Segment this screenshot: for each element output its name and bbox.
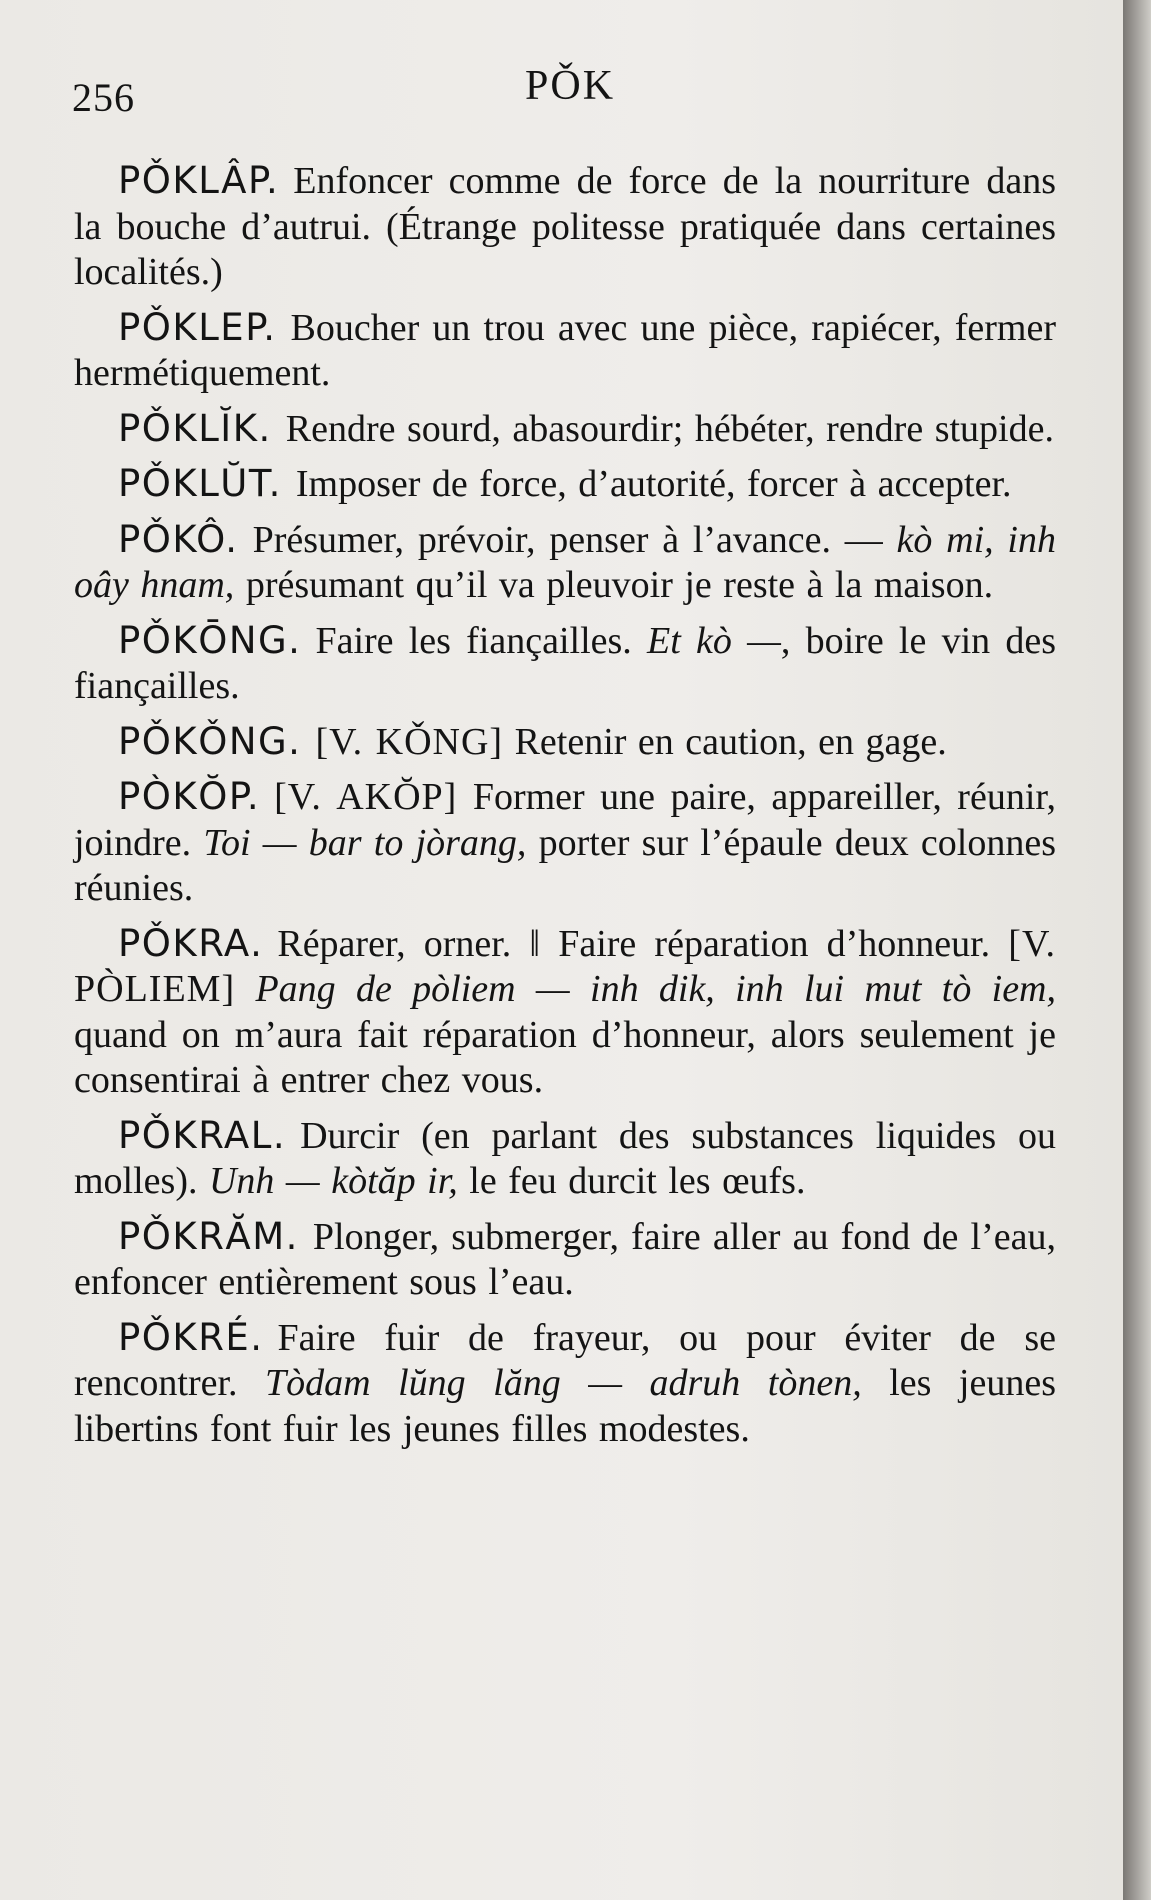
definition-text: Durcir (en parlant des substances liquides ou molles). — [74, 1114, 1056, 1202]
entry-headword: PǑKRĂM. — [118, 1214, 299, 1258]
definition-text: Rendre sourd, abasourdir; hébéter, rendre stupide. — [285, 407, 1054, 450]
entry-headword: PǑKÔ. — [118, 517, 239, 561]
entry-headword: PǑKǑNG. — [118, 719, 302, 763]
definition-text: le feu durcit les œufs. — [457, 1160, 806, 1202]
example-phrase: Toi — bar to jòrang, — [203, 821, 527, 864]
definition-text: Faire les fiançailles. — [315, 619, 648, 662]
dictionary-entry — [74, 461, 1056, 508]
running-head: PǑK — [525, 63, 616, 109]
page-number: 256 — [72, 75, 135, 120]
cross-reference: [V. KǑNG] — [315, 720, 504, 763]
definition-text: Former une paire, appareiller, réunir, joindre. — [74, 776, 1057, 864]
dictionary-entries — [74, 158, 1056, 1461]
entry-headword: PÒKŎP. — [118, 775, 261, 818]
dictionary-entry — [74, 517, 1056, 609]
entry-headword: PǑKLÂP. — [118, 159, 280, 202]
example-phrase: Et kò — — [647, 619, 781, 662]
example-phrase: Tòdam lŭng lăng — adruh tònen, — [265, 1362, 862, 1404]
example-phrase: kò mi, inh oây hnam, — [74, 518, 1056, 606]
definition-text: Présumer, prévoir, penser à l’avance. — — [252, 518, 897, 561]
definition-text: présumant qu’il va pleuvoir je reste à la maison. — [234, 564, 994, 606]
definition-text: les jeunes libertins font fuir les jeunes filles modestes. — [74, 1362, 1056, 1450]
entry-headword: PǑKLĬK. — [118, 406, 272, 450]
dictionary-entry — [74, 1315, 1056, 1453]
definition-text: porter sur l’épaule deux colonnes réunies. — [74, 821, 1056, 909]
dictionary-entry — [74, 719, 1056, 766]
entry-headword: PǑKRÉ. — [118, 1315, 264, 1359]
definition-text: Boucher un trou avec une pièce, rapiécer, fermer hermétiquement. — [74, 306, 1056, 394]
dictionary-entry — [74, 305, 1056, 397]
book-gutter — [1123, 0, 1151, 1900]
definition-text: quand on m’aura fait réparation d’honneur, alors seulement je consentirai à entrer chez vous. — [74, 1013, 1056, 1101]
definition-text: Imposer de force, d’autorité, forcer à accepter. — [295, 463, 1012, 505]
dictionary-entry — [74, 1113, 1056, 1205]
entry-headword: PǑKŌNG. — [118, 618, 302, 662]
entry-headword: PǑKRAL. — [118, 1113, 287, 1157]
cross-reference: [V. AKŎP] — [274, 776, 458, 818]
definition-text: Enfoncer comme de force de la nourriture dans la bouche d’autrui. (Étrange politesse pratiquée dans certaines localités.) — [74, 160, 1056, 293]
dictionary-entry — [74, 158, 1056, 296]
example-phrase: Pang de pòliem — inh dik, inh lui mut tò iem, — [255, 968, 1057, 1010]
definition-text: Retenir en caution, en gage. — [503, 720, 947, 763]
dictionary-entry — [74, 1214, 1056, 1306]
dictionary-entry — [74, 921, 1056, 1104]
dictionary-entry — [74, 774, 1056, 912]
dictionary-entry — [74, 406, 1056, 453]
definition-text: Plonger, submerger, faire aller au fond de l’eau, enfoncer entièrement sous l’eau. — [74, 1215, 1056, 1303]
definition-text: Faire fuir de frayeur, ou pour éviter de se rencontrer. — [74, 1316, 1056, 1404]
definition-text — [235, 968, 255, 1010]
definition-text: Réparer, orner. ‖ Faire réparation d’honneur. — [277, 922, 1009, 965]
definition-text: , boire le vin des fiançailles. — [74, 619, 1056, 707]
example-phrase: Unh — kòtăp ir, — [208, 1160, 458, 1202]
cross-reference: [V. PÒLIEM] — [74, 922, 1056, 1010]
dictionary-entry — [74, 618, 1056, 710]
entry-headword: PǑKLEP. — [118, 305, 277, 349]
entry-headword: PǑKLŬT. — [118, 462, 282, 505]
entry-headword: PǑKRA. — [118, 921, 264, 965]
